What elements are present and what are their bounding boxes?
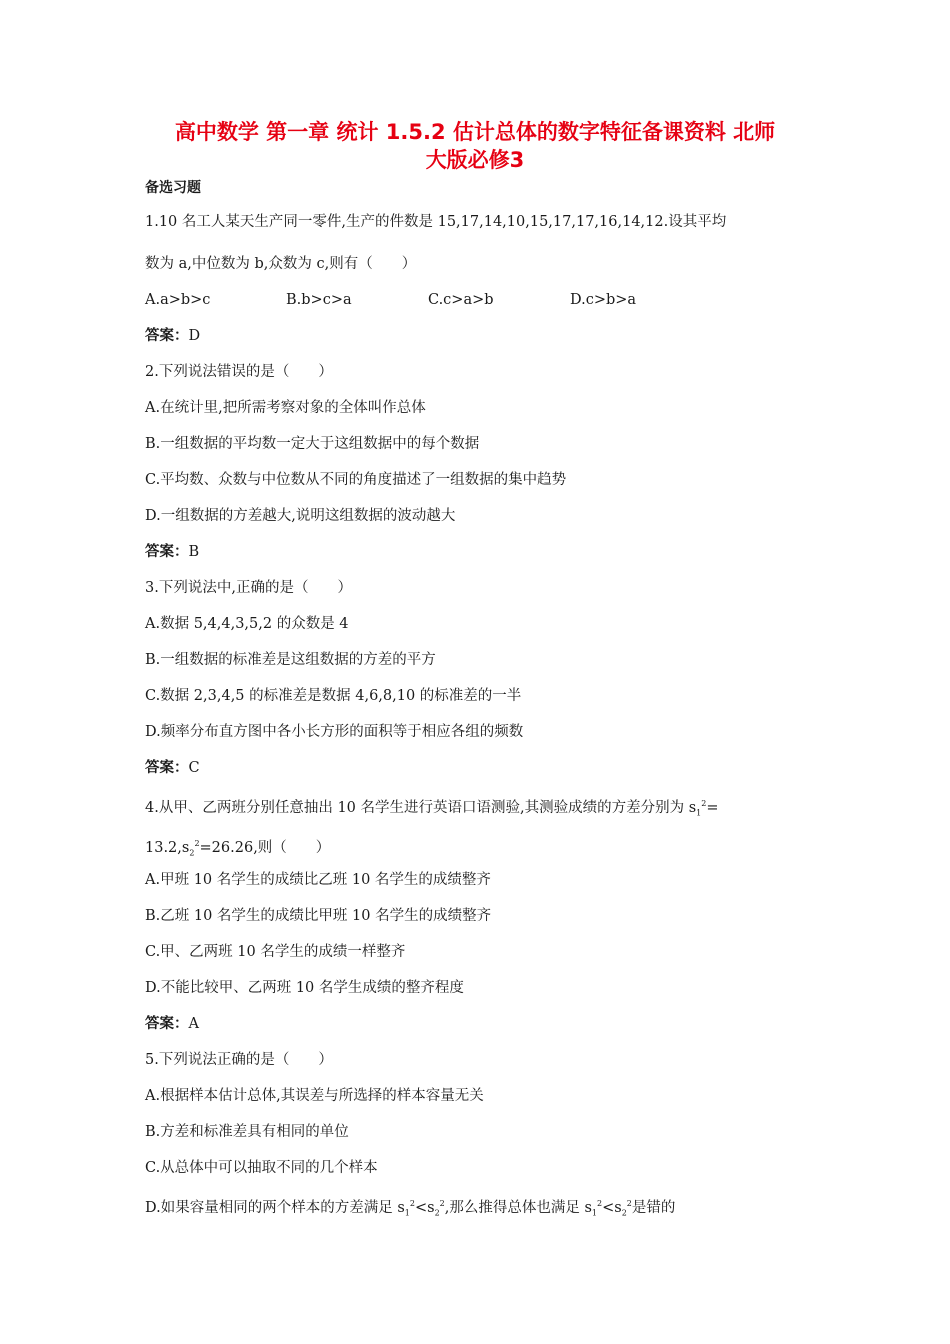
q1-answer bbox=[145, 326, 200, 346]
answer-label: 答案： bbox=[145, 328, 189, 344]
q5-option-b: B.方差和标准差具有相同的单位 bbox=[145, 1124, 349, 1140]
q5-optd-part2: <s bbox=[414, 1199, 435, 1216]
q2-option-c: C.平均数、众数与中位数从不同的角度描述了一组数据的集中趋势 bbox=[145, 472, 567, 488]
title-line-1: 高中数学 第一章 统计 1.5.2 估计总体的数字特征备课资料 北师 bbox=[174, 120, 776, 144]
q5-s2-subscript-b: 2 bbox=[621, 1208, 627, 1218]
q5-optd-part3: ,那么推得总体也满足 s bbox=[444, 1199, 592, 1216]
q4-stem-line-2 bbox=[145, 834, 330, 864]
q1-stem-line-1: 1.10 名工人某天生产同一零件,生产的件数是 15,17,14,10,15,17,17,16,14,12.设其平均 bbox=[145, 214, 727, 230]
q4-option-d: D.不能比较甲、乙两班 10 名学生成绩的整齐程度 bbox=[145, 980, 464, 996]
q2-option-a: A.在统计里,把所需考察对象的全体叫作总体 bbox=[145, 400, 426, 416]
document-title bbox=[130, 118, 820, 174]
q5-s1-subscript-a: 1 bbox=[404, 1208, 410, 1218]
q4-stem-text: 4.从甲、乙两班分别任意抽出 10 名学生进行英语口语测验,其测验成绩的方差分别为 s bbox=[145, 799, 697, 816]
q4-answer-value: A bbox=[188, 1016, 199, 1032]
q5-s2-superscript-a: 2 bbox=[439, 1199, 445, 1208]
q5-stem: 5.下列说法正确的是（ ） bbox=[145, 1052, 333, 1068]
q5-option-a: A.根据样本估计总体,其误差与所选择的样本容量无关 bbox=[145, 1088, 484, 1104]
q2-stem: 2.下列说法错误的是（ ） bbox=[145, 364, 333, 380]
answer-label: 答案： bbox=[145, 1016, 189, 1032]
q4-option-a: A.甲班 10 名学生的成绩比乙班 10 名学生的成绩整齐 bbox=[145, 872, 491, 888]
q1-answer-value: D bbox=[188, 328, 201, 344]
q4-s1-superscript: 2 bbox=[701, 799, 707, 808]
q3-option-a: A.数据 5,4,4,3,5,2 的众数是 4 bbox=[145, 616, 349, 632]
q3-option-b: B.一组数据的标准差是这组数据的方差的平方 bbox=[145, 652, 436, 668]
answer-label: 答案： bbox=[145, 760, 189, 776]
q5-option-c: C.从总体中可以抽取不同的几个样本 bbox=[145, 1160, 378, 1176]
q1-stem-line-2: 数为 a,中位数为 b,众数为 c,则有（ ） bbox=[145, 256, 417, 272]
q3-stem: 3.下列说法中,正确的是（ ） bbox=[145, 580, 352, 596]
q2-answer-value: B bbox=[188, 544, 200, 560]
q1-option-b: B.b>c>a bbox=[286, 292, 352, 308]
q1-option-a: A.a>b>c bbox=[145, 292, 211, 308]
q4-stem-line-1 bbox=[145, 794, 719, 824]
q4-line2-end: =26.26,则（ ） bbox=[199, 839, 331, 856]
section-heading: 备选习题 bbox=[145, 180, 201, 196]
q3-option-c: C.数据 2,3,4,5 的标准差是数据 4,6,8,10 的标准差的一半 bbox=[145, 688, 522, 704]
q4-s2-subscript: 2 bbox=[189, 848, 195, 858]
q5-s1-superscript-a: 2 bbox=[409, 1199, 415, 1208]
q4-line2-start: 13.2,s bbox=[145, 839, 190, 856]
q3-answer bbox=[145, 758, 200, 778]
q4-answer bbox=[145, 1014, 199, 1034]
q5-s1-subscript-b: 1 bbox=[591, 1208, 598, 1218]
q4-s2-superscript: 2 bbox=[194, 839, 200, 848]
q2-option-b: B.一组数据的平均数一定大于这组数据中的每个数据 bbox=[145, 436, 480, 452]
title-line-2: 大版必修3 bbox=[425, 148, 525, 172]
q4-s1-subscript: 1 bbox=[696, 808, 702, 818]
q4-equals: = bbox=[706, 799, 719, 816]
q5-optd-part5: 是错的 bbox=[631, 1199, 676, 1216]
q5-s2-subscript-a: 2 bbox=[434, 1208, 440, 1218]
q3-answer-value: C bbox=[188, 760, 200, 776]
q2-option-d: D.一组数据的方差越大,说明这组数据的波动越大 bbox=[145, 508, 456, 524]
answer-label: 答案： bbox=[145, 544, 189, 560]
q5-optd-part1: D.如果容量相同的两个样本的方差满足 s bbox=[145, 1199, 405, 1216]
q5-optd-part4: <s bbox=[602, 1199, 622, 1216]
q4-option-b: B.乙班 10 名学生的成绩比甲班 10 名学生的成绩整齐 bbox=[145, 908, 492, 924]
q1-option-c: C.c>a>b bbox=[428, 292, 494, 308]
q3-option-d: D.频率分布直方图中各小长方形的面积等于相应各组的频数 bbox=[145, 724, 524, 740]
q1-option-d: D.c>b>a bbox=[570, 292, 637, 308]
q5-s1-superscript-b: 2 bbox=[597, 1199, 603, 1208]
q5-s2-superscript-b: 2 bbox=[626, 1199, 632, 1208]
q2-answer bbox=[145, 542, 199, 562]
q4-option-c: C.甲、乙两班 10 名学生的成绩一样整齐 bbox=[145, 944, 406, 960]
q5-option-d bbox=[145, 1194, 675, 1224]
